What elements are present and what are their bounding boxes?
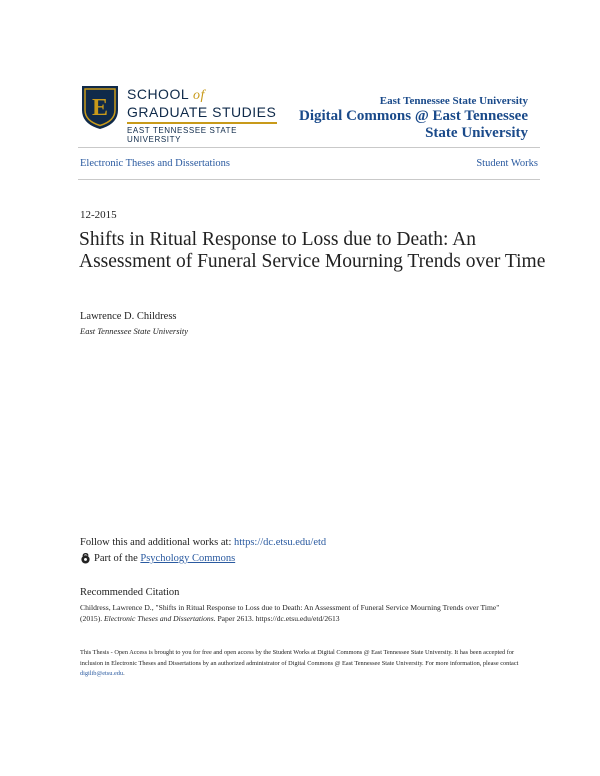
access-statement-text: This Thesis - Open Access is brought to you for free and open access by the Student Works at Digital Commons @ East Tennessee State University. It has been accepted for inclusion in Electronic Theses and Dissertations by an authorized administrator of Digital Commons @ East Tennessee State University. For more information, please contact (80, 649, 519, 667)
repository-name[interactable]: Digital Commons @ East Tennessee State University (299, 108, 528, 141)
follow-url-link[interactable]: https://dc.etsu.edu/etd (234, 537, 327, 548)
graduate-school-logo (127, 86, 287, 144)
access-statement (80, 648, 520, 680)
recommended-citation-heading: Recommended Citation (80, 587, 180, 598)
divider-nav (78, 179, 540, 180)
follow-text: Follow this and additional works at: (80, 537, 234, 548)
part-of-line (80, 553, 235, 564)
nav-link-student-works[interactable]: Student Works (476, 158, 538, 169)
nav-link-theses[interactable]: Electronic Theses and Dissertations (80, 158, 230, 169)
logo-rule (127, 122, 277, 124)
citation-text (80, 602, 520, 624)
open-access-icon (80, 553, 91, 564)
document-affiliation: East Tennessee State University (80, 326, 189, 336)
document-title: Shifts in Ritual Response to Loss due to Death: An Assessment of Funeral Service Mourning Trends over Time (79, 229, 546, 272)
citation-start: Childress, Lawrence D., "Shifts in Ritual Response to Loss due to Death: An Assessment of Funeral Service Mourning Trends over Time" (2015). (80, 603, 500, 623)
institution-name[interactable]: East Tennessee State University (379, 95, 528, 107)
logo-graduate-studies: GRADUATE STUDIES (127, 104, 277, 120)
document-author: Lawrence D. Childress (80, 311, 177, 322)
contact-email-link[interactable]: digilib@etsu.edu (80, 670, 124, 677)
follow-line (80, 537, 326, 548)
logo-of: of (193, 88, 205, 103)
logo-university-line: EAST TENNESSEE STATE UNIVERSITY (127, 126, 238, 144)
citation-end: . Paper 2613. https://dc.etsu.edu/etd/2613 (213, 614, 340, 623)
psychology-commons-link[interactable]: Psychology Commons (140, 553, 236, 564)
document-date: 12-2015 (80, 209, 117, 221)
etsu-shield-logo (80, 84, 120, 130)
citation-series: Electronic Theses and Dissertations (104, 614, 214, 623)
part-of-prefix: Part of the (94, 553, 138, 564)
logo-school: SCHOOL (127, 86, 189, 102)
shield-letter: E (91, 95, 109, 121)
divider-top (78, 147, 540, 148)
access-statement-end: . (123, 670, 125, 677)
